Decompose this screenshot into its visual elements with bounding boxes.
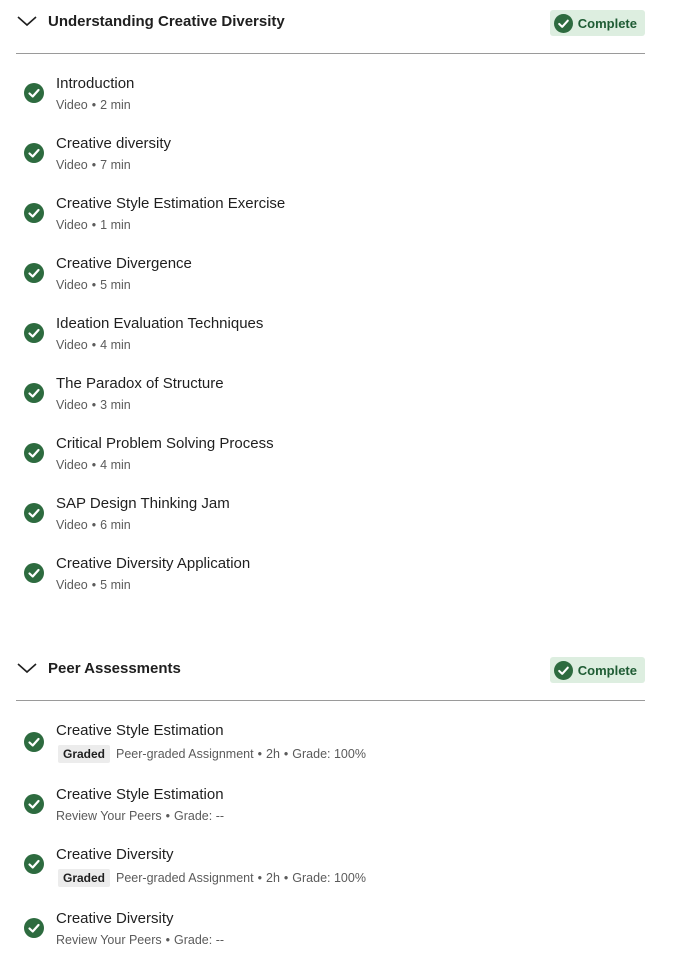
check-circle-icon: [24, 263, 44, 283]
item-meta: Video • 7 min: [56, 158, 131, 172]
item-duration: 2 min: [100, 98, 131, 112]
item-type: Video: [56, 518, 88, 532]
item-title[interactable]: SAP Design Thinking Jam: [56, 495, 230, 512]
item-meta: Video • 3 min: [56, 398, 131, 412]
item-meta: Graded Peer-graded Assignment • 2h • Grade: 100%: [56, 745, 366, 763]
section-header[interactable]: [16, 0, 645, 54]
item-meta: Video • 4 min: [56, 458, 131, 472]
chevron-down-icon[interactable]: [16, 9, 38, 31]
graded-tag: Graded: [58, 745, 110, 763]
item-grade: Grade: 100%: [292, 871, 366, 885]
check-circle-icon: [24, 83, 44, 103]
item-title[interactable]: The Paradox of Structure: [56, 375, 224, 392]
item-type: Video: [56, 278, 88, 292]
item-type: Review Your Peers: [56, 809, 162, 823]
item-title[interactable]: Critical Problem Solving Process: [56, 435, 274, 452]
item-type: Peer-graded Assignment: [116, 871, 254, 885]
item-meta: Review Your Peers • Grade: --: [56, 809, 225, 823]
check-circle-icon: [554, 661, 573, 680]
item-duration: 4 min: [100, 458, 131, 472]
check-circle-icon: [24, 323, 44, 343]
item-meta: Video • 6 min: [56, 518, 131, 532]
check-circle-icon: [554, 14, 573, 33]
check-circle-icon: [24, 503, 44, 523]
graded-tag: Graded: [58, 869, 110, 887]
item-meta: Review Your Peers • Grade: --: [56, 933, 225, 947]
item-meta: Video • 5 min: [56, 278, 131, 292]
check-circle-icon: [24, 443, 44, 463]
status-badge: [550, 10, 645, 36]
chevron-down-icon[interactable]: [16, 656, 38, 678]
item-duration: 3 min: [100, 398, 131, 412]
item-type: Peer-graded Assignment: [116, 747, 254, 761]
check-circle-icon: [24, 143, 44, 163]
item-meta: Video • 1 min: [56, 218, 131, 232]
item-duration: 1 min: [100, 218, 131, 232]
check-circle-icon: [24, 563, 44, 583]
section-title: Understanding Creative Diversity: [48, 13, 285, 30]
item-type: Video: [56, 338, 88, 352]
item-meta: Graded Peer-graded Assignment • 2h • Grade: 100%: [56, 869, 366, 887]
item-title[interactable]: Introduction: [56, 75, 135, 92]
section-understanding-creative-diversity: [16, 0, 645, 592]
item-type: Video: [56, 158, 88, 172]
check-circle-icon: [24, 794, 44, 814]
check-circle-icon: [24, 383, 44, 403]
section-header[interactable]: [16, 647, 645, 701]
item-title[interactable]: Ideation Evaluation Techniques: [56, 315, 264, 332]
item-title[interactable]: Creative diversity: [56, 135, 172, 152]
section-peer-assessments: [16, 647, 645, 947]
item-grade: Grade: --: [174, 933, 225, 947]
item-duration: 4 min: [100, 338, 131, 352]
item-meta: Video • 2 min: [56, 98, 131, 112]
item-type: Review Your Peers: [56, 933, 162, 947]
item-type: Video: [56, 218, 88, 232]
item-duration: 7 min: [100, 158, 131, 172]
item-type: Video: [56, 458, 88, 472]
item-title[interactable]: Creative Style Estimation Exercise: [56, 195, 286, 212]
item-title[interactable]: Creative Style Estimation: [56, 786, 224, 803]
status-badge-label: Complete: [577, 662, 637, 678]
check-circle-icon: [24, 854, 44, 874]
item-title[interactable]: Creative Diversity: [56, 846, 174, 863]
check-circle-icon: [24, 732, 44, 752]
item-title[interactable]: Creative Divergence: [56, 255, 192, 272]
item-duration: 5 min: [100, 278, 131, 292]
item-title[interactable]: Creative Diversity: [56, 910, 174, 927]
item-duration: 2h: [266, 747, 280, 761]
status-badge-label: Complete: [577, 15, 637, 31]
item-duration: 5 min: [100, 578, 131, 592]
item-type: Video: [56, 98, 88, 112]
item-title[interactable]: Creative Style Estimation: [56, 722, 224, 739]
item-grade: Grade: 100%: [292, 747, 366, 761]
check-circle-icon: [24, 918, 44, 938]
status-badge: [550, 657, 645, 683]
item-type: Video: [56, 578, 88, 592]
item-duration: 6 min: [100, 518, 131, 532]
section-title: Peer Assessments: [48, 660, 181, 677]
item-duration: 2h: [266, 871, 280, 885]
item-grade: Grade: --: [174, 809, 225, 823]
item-meta: Video • 4 min: [56, 338, 131, 352]
check-circle-icon: [24, 203, 44, 223]
item-type: Video: [56, 398, 88, 412]
item-title[interactable]: Creative Diversity Application: [56, 555, 251, 572]
item-meta: Video • 5 min: [56, 578, 131, 592]
